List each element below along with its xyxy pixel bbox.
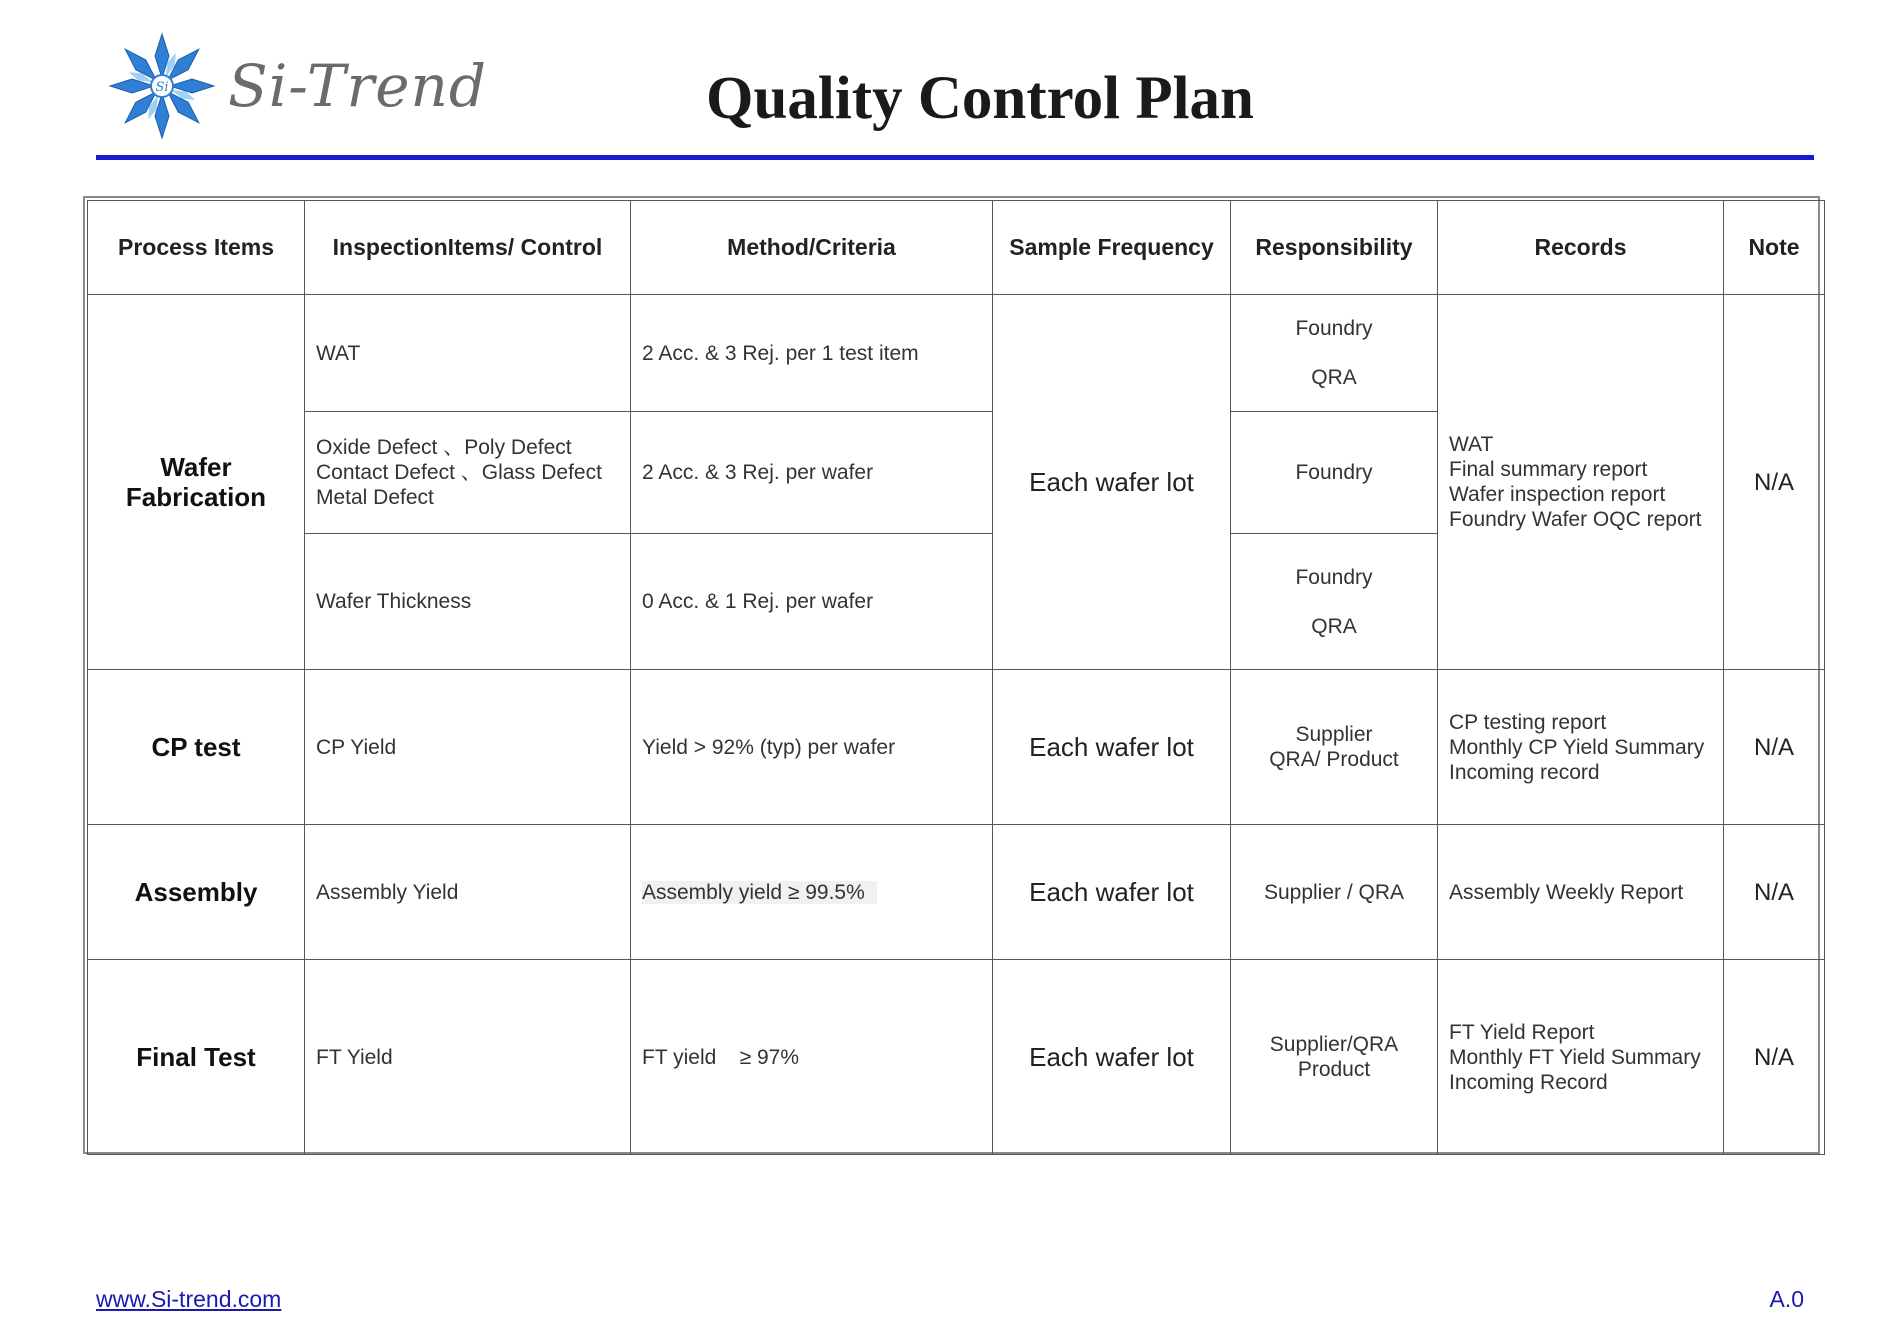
header-note: Note [1724, 201, 1825, 295]
inspection-item: WAT [305, 295, 631, 412]
header-responsibility: Responsibility [1231, 201, 1438, 295]
table-row [88, 825, 1825, 960]
sample-frequency: Each wafer lot [993, 825, 1231, 960]
method-criteria: Yield > 92% (typ) per wafer [631, 670, 993, 825]
sample-frequency: Each wafer lot [993, 670, 1231, 825]
responsibility: Supplier/QRA Product [1231, 960, 1438, 1155]
table-row [88, 960, 1825, 1155]
header-divider [96, 155, 1814, 160]
inspection-item: Oxide Defect 、Poly Defect Contact Defect 、Glass Defect Metal Defect [305, 412, 631, 534]
sample-frequency: Each wafer lot [993, 960, 1231, 1155]
table-row [88, 670, 1825, 825]
logo-wordmark: Si-Trend [228, 52, 488, 120]
company-logo [106, 30, 506, 140]
records: Assembly Weekly Report [1438, 825, 1724, 960]
website-link[interactable]: www.Si-trend.com [96, 1286, 282, 1312]
responsibility: Supplier QRA/ Product [1231, 670, 1438, 825]
method-criteria: Assembly yield ≥ 99.5% [631, 825, 993, 960]
method-criteria: 0 Acc. & 1 Rej. per wafer [631, 534, 993, 670]
process-assembly: Assembly [88, 825, 305, 960]
method-criteria: 2 Acc. & 3 Rej. per 1 test item [631, 295, 993, 412]
responsibility: Foundry [1231, 412, 1438, 534]
note: N/A [1724, 670, 1825, 825]
table-row [88, 295, 1825, 412]
logo-mark: Si [155, 80, 169, 95]
note: N/A [1724, 295, 1825, 670]
method-criteria: 2 Acc. & 3 Rej. per wafer [631, 412, 993, 534]
process-cp-test: CP test [88, 670, 305, 825]
page-title: Quality Control Plan [706, 65, 1254, 132]
process-wafer-fabrication: Wafer Fabrication [88, 295, 305, 670]
records: WAT Final summary report Wafer inspection report Foundry Wafer OQC report [1438, 295, 1724, 670]
header-inspection-items: InspectionItems/ Control [305, 201, 631, 295]
header-process-items: Process Items [88, 201, 305, 295]
snowflake-logo-icon [106, 30, 218, 142]
records: FT Yield Report Monthly FT Yield Summary Incoming Record [1438, 960, 1724, 1155]
table-header-row [88, 201, 1825, 295]
responsibility: Supplier / QRA [1231, 825, 1438, 960]
note: N/A [1724, 825, 1825, 960]
method-criteria: FT yield ≥ 97% [631, 960, 993, 1155]
header-records: Records [1438, 201, 1724, 295]
process-final-test: Final Test [88, 960, 305, 1155]
quality-control-table [83, 196, 1820, 1154]
records: CP testing report Monthly CP Yield Summary Incoming record [1438, 670, 1724, 825]
page-number: A.0 [1769, 1286, 1804, 1312]
responsibility: Foundry QRA [1231, 534, 1438, 670]
note: N/A [1724, 960, 1825, 1155]
responsibility: Foundry QRA [1231, 295, 1438, 412]
inspection-item: Assembly Yield [305, 825, 631, 960]
inspection-item: FT Yield [305, 960, 631, 1155]
header-sample-frequency: Sample Frequency [993, 201, 1231, 295]
sample-frequency: Each wafer lot [993, 295, 1231, 670]
inspection-item: CP Yield [305, 670, 631, 825]
inspection-item: Wafer Thickness [305, 534, 631, 670]
header-method-criteria: Method/Criteria [631, 201, 993, 295]
